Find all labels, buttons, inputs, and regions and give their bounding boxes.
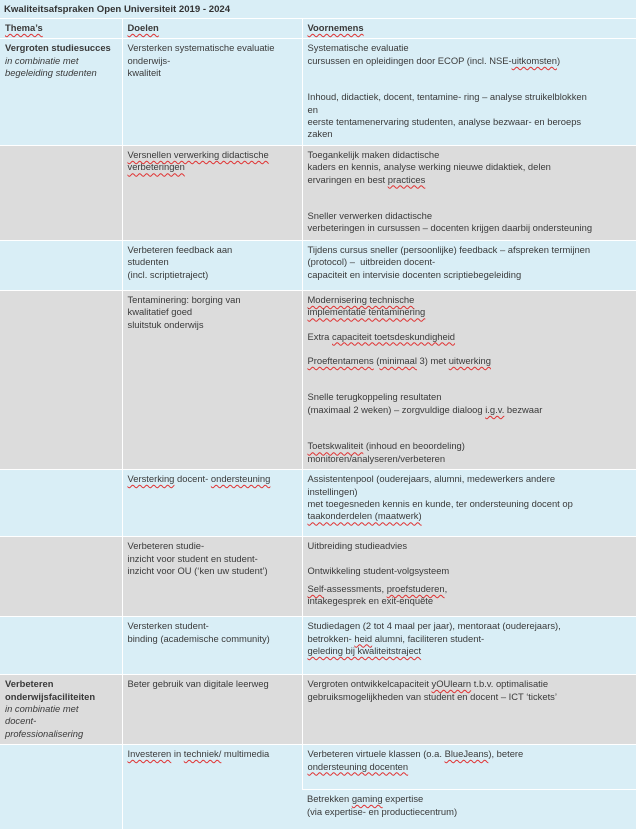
goal-cell	[122, 470, 302, 537]
goal-cell	[122, 675, 302, 745]
plan-text: zaken	[307, 128, 333, 140]
table-row	[0, 145, 636, 240]
plan-text: Snelle terugkoppeling resultaten	[307, 391, 442, 403]
goal-text: Verbeteren studie-	[127, 540, 205, 552]
quality-agreements-table	[0, 18, 636, 829]
theme-cell	[0, 617, 122, 675]
table-row	[0, 537, 636, 617]
plans-cell	[302, 675, 636, 745]
table-row	[0, 745, 636, 790]
table-row	[0, 290, 636, 469]
plan-text: Verbeteren virtuele klassen (o.a. BlueJeans), betere	[307, 748, 524, 760]
header-plans: Voornemens	[302, 19, 636, 39]
plan-text: gebruiksmogelijkheden van student en docent – ICT ‘tickets’	[307, 690, 557, 702]
goal-text: binding (academische community)	[127, 632, 270, 644]
plan-text: Studiedagen (2 tot 4 maal per jaar), mentoraat (ouderejaars),	[307, 620, 561, 632]
plan-text: verbeteringen in cursussen – docenten krijgen daarbij ondersteuning	[307, 222, 593, 234]
theme-cell	[0, 470, 122, 537]
theme-subtitle: begeleiding studenten	[5, 67, 97, 79]
goal-text: Versterken student-	[127, 620, 209, 632]
plans-cell	[302, 617, 636, 675]
goal-text: Verbeteren feedback aan	[127, 243, 233, 255]
plan-text: taakonderdelen (maatwerk)	[307, 510, 422, 522]
plan-text: Extra capaciteit toetsdeskundigheid	[307, 330, 456, 342]
plan-text: Toetskwaliteit (inhoud en beoordeling)	[307, 440, 465, 452]
plan-text: monitoren/analyseren/verbeteren	[307, 452, 446, 464]
goal-text: onderwijs-	[127, 54, 171, 66]
goal-text: kwalitatief goed	[127, 306, 193, 318]
plans-cell	[302, 145, 636, 240]
plans-cell	[302, 537, 636, 617]
plan-text: instellingen)	[307, 485, 358, 497]
plan-text: Self-assessments, proefstuderen,	[307, 582, 448, 594]
goal-cell	[122, 290, 302, 469]
goal-text: kwaliteit	[127, 67, 161, 79]
plans-cell	[302, 745, 636, 790]
goal-text: Versterking docent- ondersteuning	[127, 473, 271, 485]
header-themes: Thema’s	[0, 19, 122, 39]
plan-text: Proeftentamens (minimaal 3) met uitwerking	[307, 355, 491, 367]
goal-text: inzicht voor student en student-	[127, 552, 258, 564]
document-title: Kwaliteitsafspraken Open Universiteit 2019 - 2024	[0, 0, 636, 18]
goal-text: Versnellen verwerking didactische	[127, 148, 269, 160]
goal-cell	[122, 240, 302, 290]
theme-title: Vergroten studiesucces	[5, 42, 111, 54]
theme-cell	[0, 745, 122, 829]
goal-text: Tentaminering: borging van	[127, 293, 241, 305]
goal-cell	[122, 39, 302, 145]
theme-cell	[0, 290, 122, 469]
goal-text: Versterken systematische evaluatie	[127, 42, 275, 54]
theme-subtitle: docent-	[5, 715, 37, 727]
plans-cell	[302, 790, 636, 829]
plan-text: eerste tentamenervaring studenten, analyse bezwaar- en beroeps	[307, 116, 582, 128]
plans-cell	[302, 240, 636, 290]
theme-subtitle: in combinatie met	[5, 702, 79, 714]
table-row	[0, 617, 636, 675]
theme-cell	[0, 39, 122, 145]
plan-text: cursussen en opleidingen door ECOP (incl. NSE-uitkomsten)	[307, 54, 561, 66]
plan-text: capaciteit en intervisie docenten scriptiebegeleiding	[307, 268, 522, 280]
plans-cell	[302, 290, 636, 469]
plan-text: Modernisering technische	[307, 293, 415, 305]
table-row	[0, 675, 636, 745]
table-row	[0, 39, 636, 145]
table-header-row	[0, 19, 636, 39]
plan-text: ondersteuning docenten	[307, 760, 409, 772]
plan-text: Tijdens cursus sneller (persoonlijke) feedback – afspreken termijnen	[307, 243, 591, 255]
goal-text: inzicht voor OU (‘ken uw student’)	[127, 564, 268, 576]
goal-cell	[122, 145, 302, 240]
theme-cell	[0, 240, 122, 290]
plan-text: Ontwikkeling student-volgsysteem	[307, 564, 450, 576]
table-row	[0, 470, 636, 537]
plan-text: intakegesprek en exit-enquête	[307, 595, 434, 607]
goal-text: Beter gebruik van digitale leerweg	[127, 678, 269, 690]
plans-cell	[302, 39, 636, 145]
plan-text: (protocol) – uitbreiden docent-	[307, 256, 436, 268]
plan-text: ervaringen en best practices	[307, 173, 426, 185]
plan-text: Betrekken gaming expertise	[307, 793, 424, 805]
plan-text: (via expertise- en productiecentrum)	[307, 805, 458, 817]
plan-text: Systematische evaluatie	[307, 42, 409, 54]
theme-cell	[0, 675, 122, 745]
goal-text: studenten	[127, 256, 169, 268]
goal-cell	[122, 617, 302, 675]
plan-text: Assistentenpool (ouderejaars, alumni, medewerkers andere	[307, 473, 556, 485]
plan-text: Uitbreiding studieadvies	[307, 540, 408, 552]
plan-text: (maximaal 2 weken) – zorgvuldige dialoog i.g.v. bezwaar	[307, 403, 543, 415]
goal-text: verbeteringen	[127, 161, 185, 173]
goal-text: Investeren in techniek/ multimedia	[127, 748, 270, 760]
goal-text: sluitstuk onderwijs	[127, 318, 204, 330]
plan-text: Sneller verwerken didactische	[307, 210, 433, 222]
plans-cell	[302, 470, 636, 537]
theme-cell	[0, 145, 122, 240]
goal-cell	[122, 537, 302, 617]
plan-text: Vergroten ontwikkelcapaciteit yOUlearn t.b.v. optimalisatie	[307, 678, 549, 690]
plan-text: en	[307, 103, 318, 115]
theme-subtitle: in combinatie met	[5, 54, 79, 66]
goal-text: (incl. scriptietraject)	[127, 268, 209, 280]
plan-text: Inhoud, didactiek, docent, tentamine- ring – analyse struikelblokken	[307, 91, 587, 103]
goal-cell	[122, 745, 302, 829]
theme-cell	[0, 537, 122, 617]
plan-text: Toegankelijk maken didactische	[307, 148, 440, 160]
table-row	[0, 240, 636, 290]
plan-text: geleding bij kwaliteitstraject	[307, 644, 422, 656]
theme-subtitle: professionalisering	[5, 727, 84, 739]
plan-text: met toegesneden kennis en kunde, ter ondersteuning docent op	[307, 497, 573, 509]
header-goals: Doelen	[122, 19, 302, 39]
plan-text: implementatie tentaminering	[307, 306, 426, 318]
plan-text: kaders en kennis, analyse werking nieuwe didaktiek, delen	[307, 161, 551, 173]
plan-text: betrokken- heid alumni, faciliteren student-	[307, 632, 485, 644]
theme-title: Verbeteren onderwijsfaciliteiten	[5, 678, 96, 702]
